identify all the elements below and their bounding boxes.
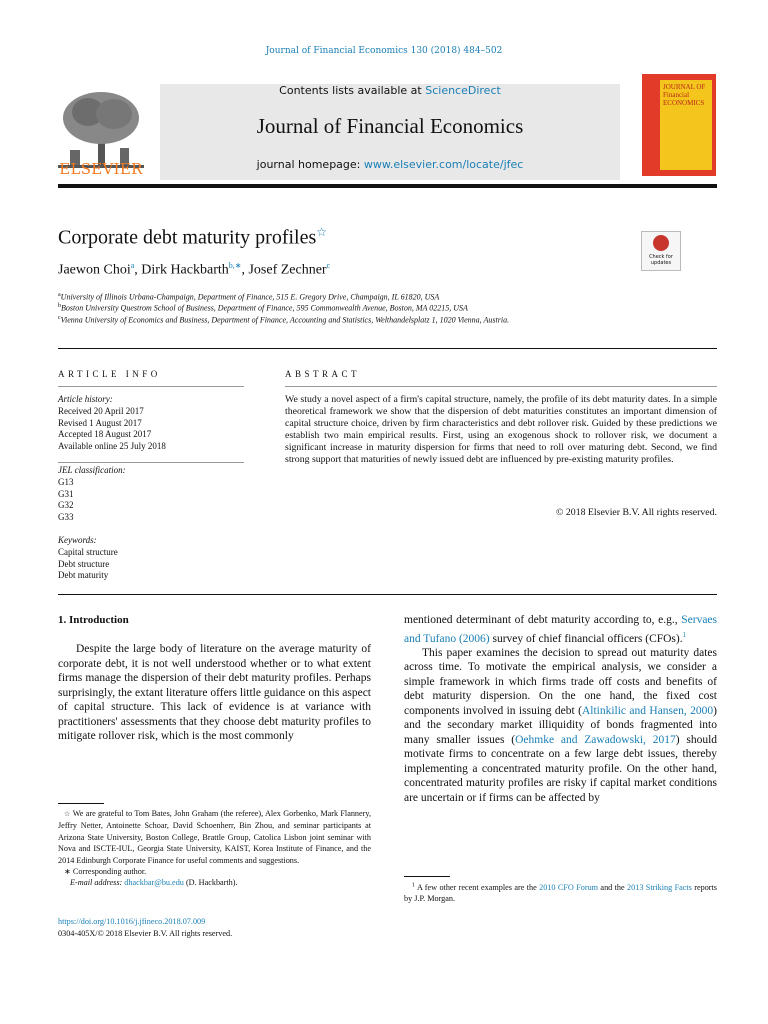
section-rule bbox=[58, 594, 717, 595]
footnote-ref[interactable]: 1 bbox=[682, 630, 687, 639]
affiliation: $^b$Boston University Questrom School of Business, Department of Finance, 595 Commonwealth Avenue, Boston, MA 02215, USA bbox=[58, 303, 468, 313]
citation-link[interactable]: Oehmke and Zawadowski, 2017 bbox=[515, 733, 676, 746]
reference-link[interactable]: 2013 Striking Facts bbox=[627, 882, 692, 892]
abstract-heading: ABSTRACT bbox=[285, 369, 361, 379]
doi-link[interactable]: https://doi.org/10.1016/j.jfineco.2018.07.009 bbox=[58, 917, 206, 926]
publisher-wordmark: ELSEVIER bbox=[59, 160, 143, 178]
divider bbox=[58, 386, 244, 387]
body-column-left bbox=[58, 642, 371, 744]
title-footnote-mark[interactable]: ☆ bbox=[316, 225, 328, 239]
journal-citation[interactable]: Journal of Financial Economics 130 (2018) 484–502 bbox=[265, 46, 503, 56]
check-updates-icon bbox=[653, 235, 669, 251]
keywords: Keywords: Capital structure Debt structure Debt maturity bbox=[58, 535, 118, 581]
homepage-line: journal homepage: www.elsevier.com/locate/jfec bbox=[256, 158, 524, 171]
paragraph: Despite the large body of literature on the average maturity of corporate debt, it is not well understood whether or to what extent firms manage the dispersion of their debt maturity profiles. Perhaps surprisingly, the extant literature offers little guidance on this aspect of capital structure. This lack of evidence is at variance with practitioners' assessments that they choose debt maturity profiles to mitigate rollover risk, which is the most commonly bbox=[58, 643, 371, 742]
author: Jaewon Choi bbox=[58, 262, 131, 278]
article-info-heading: ARTICLE INFO bbox=[58, 369, 161, 379]
footnote: $^1$ A few other recent examples are the 2010 CFO Forum and the 2013 Striking Facts reports by J.P. Morgan. bbox=[404, 882, 717, 904]
doi-block bbox=[58, 916, 232, 940]
citation-link[interactable]: Servaes and Tufano (2006) bbox=[404, 614, 717, 645]
journal-homepage-link[interactable]: www.elsevier.com/locate/jfec bbox=[363, 158, 524, 171]
reference-link[interactable]: 2010 CFO Forum bbox=[539, 882, 599, 892]
issn-line: 0304-405X/© 2018 Elsevier B.V. All rights reserved. bbox=[58, 929, 233, 938]
citation-link[interactable]: Altinkilic and Hansen, 2000 bbox=[581, 704, 714, 717]
paragraph: mentioned determinant of debt maturity according to, e.g., Servaes and Tufano (2006) survey of chief financial officers (CFOs).$^1$ bbox=[404, 614, 717, 645]
divider bbox=[58, 462, 244, 463]
footnote-separator bbox=[58, 803, 104, 804]
cover-text: JOURNAL OF Financial ECONOMICS bbox=[663, 83, 706, 107]
author: Dirk Hackbarth bbox=[141, 262, 229, 278]
article-history: Article history: Received 20 April 2017 Revised 1 August 2017 Accepted 18 August 2017 Available online 25 July 2018 bbox=[58, 394, 166, 452]
paragraph: This paper examines the decision to spread out maturity dates across time. To motivate the empirical analysis, we consider a simple framework in which firms trade off costs and benefits of debt maturity dispersion. On the one hand, the fixed cost components involved in issuing debt (Altinkilic and Hansen, 2000) and the secondary market illiquidity of bonds fragmented into many smaller issues (Oehmke and Zawadowski, 2017) should motivate firms to concentrate on a few large debt issues, thereby implementing a concentrated maturity profile. On the other hand, concentrated maturity profiles are risky if capital market conditions are uncertain or if firms can be affected by bbox=[404, 646, 718, 804]
paper-title: Corporate debt maturity profiles☆ bbox=[58, 225, 328, 249]
acknowledgment-footnote: ☆ We are grateful to Tom Bates, John Graham (the referee), Alex Gorbenko, Mark Flannery, Jeffry Netter, Antoinette Schoar, David Schoenherr, Bin Zhou, and seminar participants at Arizona State University, Boston College, Brattle Group, Catolica Lisbon joint seminar with Nova and ISCTE-IUL, Georgia State University, KAIST, Korea Institute of Finance, and the 2014 Edinburgh Corporate Finance for useful comments and suggestions. ∗ Corresponding author. E-mail address: dhackbar@bu.edu (D. Hackbarth). bbox=[58, 809, 371, 888]
divider bbox=[285, 386, 717, 387]
email-link[interactable]: dhackbar@bu.edu bbox=[124, 878, 184, 888]
section-rule bbox=[58, 348, 717, 349]
author: Josef Zechner bbox=[248, 262, 327, 278]
contents-line: Contents lists available at ScienceDirect bbox=[279, 84, 501, 97]
footnote-separator bbox=[404, 876, 450, 877]
abstract-text: We study a novel aspect of a firm's capital structure, namely, the profile of its debt maturity dates. In a simple theoretical framework we show that the dispersion of debt maturities constitutes an important dimension of capital structure choice, driven by firm characteristics and debt rollover risk. Guided by these predictions we establish two main empirical results. First, using an exogenous shock to rollover risk, we document a significant increase in maturity dispersion for firms that need to roll over maturing debt. Second, we find strong support that maturities of newly issued debt are influenced by pre-existing maturity profiles. bbox=[285, 394, 717, 465]
author-list: Jaewon Choi$^a$, Dirk Hackbarth$^{b,∗}$, Josef Zechner$^c$ bbox=[58, 261, 331, 278]
affiliation: $^c$Vienna University of Economics and Business, Department of Finance, Accounting and Statistics, Welthandelsplatz 1, 1020 Vienna, Austria. bbox=[58, 315, 510, 325]
body-column-right bbox=[404, 613, 717, 805]
journal-title: Journal of Financial Economics bbox=[256, 114, 524, 138]
header-rule bbox=[58, 184, 717, 188]
abstract-copyright: © 2018 Elsevier B.V. All rights reserved. bbox=[556, 507, 717, 518]
jel-classification: JEL classification: G13 G31 G32 G33 bbox=[58, 465, 126, 523]
journal-cover bbox=[642, 74, 716, 176]
affiliation: $^a$University of Illinois Urbana-Champaign, Department of Finance, 515 E. Gregory Drive, Champaign, IL 61820, USA bbox=[58, 292, 440, 302]
sciencedirect-link[interactable]: ScienceDirect bbox=[425, 84, 501, 97]
check-for-updates-button[interactable]: Check for updates bbox=[641, 231, 681, 271]
section-heading: 1. Introduction bbox=[58, 614, 129, 626]
